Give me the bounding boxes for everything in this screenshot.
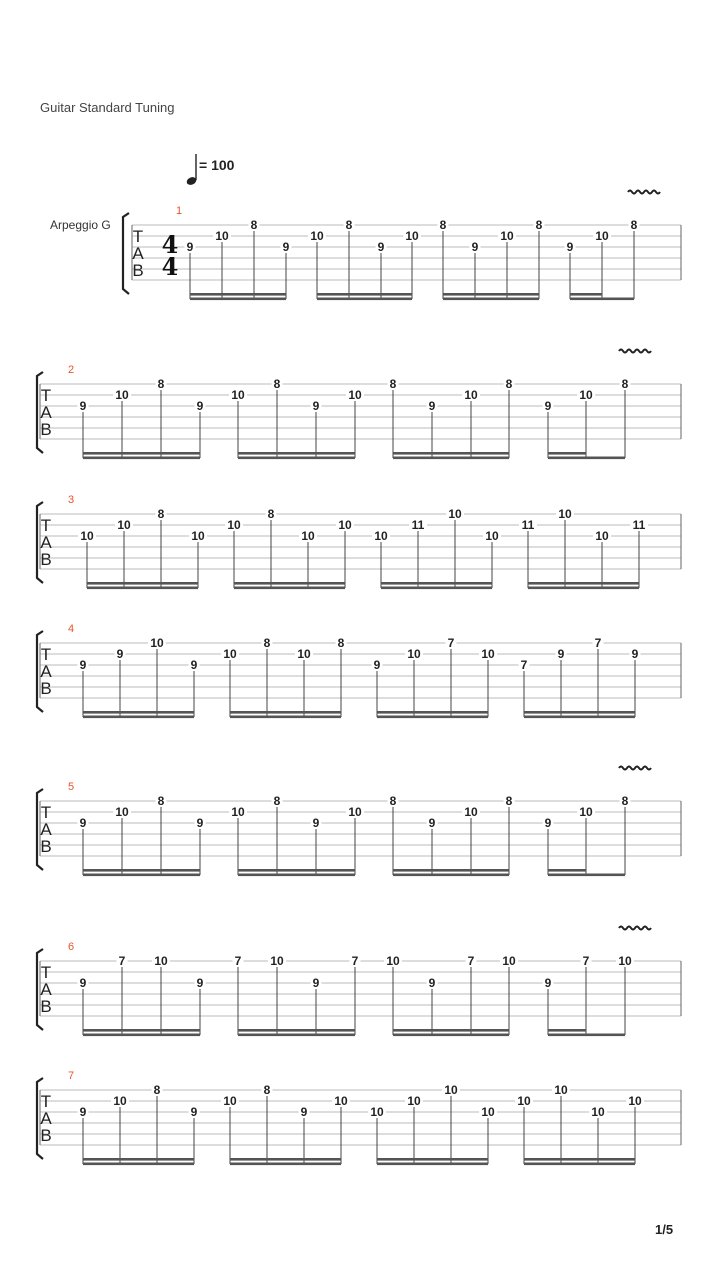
- beam-secondary: [393, 869, 509, 872]
- fret-number: 9: [300, 1105, 308, 1119]
- beam-secondary: [83, 452, 200, 455]
- fret-number: 9: [190, 658, 198, 672]
- vibrato-mark: [619, 927, 651, 930]
- fret-number: 8: [630, 218, 638, 232]
- beam-secondary: [377, 1158, 488, 1161]
- beam-primary: [602, 298, 634, 301]
- fret-number: 10: [407, 647, 421, 661]
- beam-secondary: [230, 711, 341, 714]
- fret-number: 10: [154, 954, 168, 968]
- fret-number: 8: [389, 794, 397, 808]
- fret-number: 10: [618, 954, 632, 968]
- fret-number: 8: [621, 377, 629, 391]
- time-signature-top: 4: [161, 230, 179, 259]
- fret-number: 10: [407, 1094, 421, 1108]
- fret-number: 11: [632, 518, 646, 532]
- beam-primary: [524, 1163, 635, 1166]
- fret-number: 9: [428, 816, 436, 830]
- beam-primary: [570, 298, 602, 301]
- measure-number: 3: [68, 494, 75, 506]
- beam-primary: [586, 457, 625, 460]
- fret-number: 11: [521, 518, 535, 532]
- tab-clef-letter: B: [40, 679, 52, 698]
- beam-secondary: [83, 1158, 194, 1161]
- beam-primary: [377, 1163, 488, 1166]
- tab-clef-letter: B: [40, 550, 52, 569]
- vibrato-mark: [628, 191, 660, 194]
- fret-number: 9: [282, 240, 290, 254]
- tab-clef-letter: T: [40, 645, 52, 664]
- beam-secondary: [317, 293, 412, 296]
- fret-number: 10: [481, 1105, 495, 1119]
- beam-secondary: [528, 582, 639, 585]
- tab-clef-letter: A: [40, 662, 52, 681]
- fret-number: 9: [196, 816, 204, 830]
- fret-number: 9: [312, 976, 320, 990]
- beam-primary: [190, 298, 286, 301]
- fret-number: 10: [444, 1083, 458, 1097]
- fret-number: 10: [464, 388, 478, 402]
- beam-primary: [317, 298, 412, 301]
- beam-secondary: [238, 1029, 355, 1032]
- tab-clef-letter: T: [40, 963, 52, 982]
- beam-secondary: [524, 1158, 635, 1161]
- beam-primary: [83, 1163, 194, 1166]
- fret-number: 9: [471, 240, 479, 254]
- fret-number: 10: [348, 805, 362, 819]
- fret-number: 8: [273, 794, 281, 808]
- vibrato-mark: [619, 350, 651, 353]
- fret-number: 10: [115, 388, 129, 402]
- fret-number: 8: [153, 1083, 161, 1097]
- fret-number: 7: [520, 658, 528, 672]
- fret-number: 8: [157, 377, 165, 391]
- fret-number: 10: [231, 805, 245, 819]
- beam-primary: [548, 874, 586, 877]
- fret-number: 10: [191, 529, 205, 543]
- fret-number: 9: [79, 399, 87, 413]
- beam-secondary: [524, 711, 635, 714]
- beam-secondary: [443, 293, 539, 296]
- beam-primary: [393, 874, 509, 877]
- measure-number: 6: [68, 941, 75, 953]
- tab-clef-letter: A: [40, 980, 52, 999]
- tab-clef-letter: A: [40, 1109, 52, 1128]
- beam-secondary: [234, 582, 345, 585]
- fret-number: 10: [115, 805, 129, 819]
- fret-number: 10: [405, 229, 419, 243]
- fret-number: 10: [338, 518, 352, 532]
- beam-primary: [548, 457, 586, 460]
- fret-number: 9: [190, 1105, 198, 1119]
- beam-secondary: [238, 869, 355, 872]
- tempo-marking: = 100: [199, 157, 235, 173]
- fret-number: 7: [447, 636, 455, 650]
- beam-primary: [528, 587, 639, 590]
- page-number: 1/5: [655, 1222, 674, 1237]
- beam-secondary: [377, 711, 488, 714]
- fret-number: 10: [297, 647, 311, 661]
- fret-number: 8: [157, 794, 165, 808]
- beam-secondary: [548, 869, 586, 872]
- fret-number: 10: [595, 529, 609, 543]
- beam-primary: [586, 874, 625, 877]
- fret-number: 8: [250, 218, 258, 232]
- fret-number: 10: [150, 636, 164, 650]
- tab-clef-letter: T: [40, 1092, 52, 1111]
- fret-number: 10: [517, 1094, 531, 1108]
- fret-number: 10: [591, 1105, 605, 1119]
- measure-number: 7: [68, 1070, 75, 1082]
- fret-number: 10: [386, 954, 400, 968]
- fret-number: 10: [231, 388, 245, 402]
- fret-number: 9: [557, 647, 565, 661]
- fret-number: 9: [79, 658, 87, 672]
- fret-number: 10: [270, 954, 284, 968]
- fret-number: 7: [582, 954, 590, 968]
- beam-primary: [548, 1034, 586, 1037]
- beam-primary: [524, 716, 635, 719]
- track-name: Arpeggio G: [50, 218, 111, 232]
- tab-clef-letter: B: [40, 837, 52, 856]
- fret-number: 7: [118, 954, 126, 968]
- fret-number: 8: [345, 218, 353, 232]
- fret-number: 8: [505, 377, 513, 391]
- tab-clef-letter: A: [40, 820, 52, 839]
- fret-number: 9: [79, 1105, 87, 1119]
- fret-number: 10: [348, 388, 362, 402]
- fret-number: 10: [301, 529, 315, 543]
- fret-number: 10: [558, 507, 572, 521]
- fret-number: 9: [377, 240, 385, 254]
- fret-number: 8: [439, 218, 447, 232]
- beam-primary: [230, 1163, 341, 1166]
- beam-secondary: [548, 452, 586, 455]
- fret-number: 9: [373, 658, 381, 672]
- fret-number: 8: [263, 1083, 271, 1097]
- fret-number: 10: [227, 518, 241, 532]
- beam-primary: [377, 716, 488, 719]
- fret-number: 8: [337, 636, 345, 650]
- time-signature-bottom: 4: [161, 252, 179, 281]
- fret-number: 7: [351, 954, 359, 968]
- measure-number: 1: [176, 205, 183, 217]
- beam-primary: [83, 1034, 200, 1037]
- beam-primary: [443, 298, 539, 301]
- beam-secondary: [570, 293, 602, 296]
- fret-number: 10: [481, 647, 495, 661]
- beam-secondary: [393, 1029, 509, 1032]
- fret-number: 10: [448, 507, 462, 521]
- fret-number: 10: [113, 1094, 127, 1108]
- beam-primary: [238, 1034, 355, 1037]
- beam-primary: [83, 457, 200, 460]
- beam-primary: [586, 1034, 625, 1037]
- fret-number: 8: [621, 794, 629, 808]
- fret-number: 9: [544, 816, 552, 830]
- fret-number: 7: [594, 636, 602, 650]
- tab-clef-letter: B: [40, 420, 52, 439]
- fret-number: 9: [79, 816, 87, 830]
- fret-number: 10: [310, 229, 324, 243]
- beam-primary: [234, 587, 345, 590]
- fret-number: 9: [196, 399, 204, 413]
- fret-number: 10: [500, 229, 514, 243]
- beam-primary: [381, 587, 492, 590]
- fret-number: 8: [263, 636, 271, 650]
- tab-clef-letter: T: [40, 516, 52, 535]
- fret-number: 10: [502, 954, 516, 968]
- beam-secondary: [83, 1029, 200, 1032]
- fret-number: 10: [554, 1083, 568, 1097]
- tuning-label: Guitar Standard Tuning: [40, 100, 175, 115]
- fret-number: 9: [566, 240, 574, 254]
- beam-secondary: [83, 711, 194, 714]
- fret-number: 10: [579, 388, 593, 402]
- beam-secondary: [393, 452, 509, 455]
- fret-number: 10: [579, 805, 593, 819]
- fret-number: 11: [411, 518, 425, 532]
- fret-number: 7: [234, 954, 242, 968]
- fret-number: 10: [223, 647, 237, 661]
- fret-number: 10: [334, 1094, 348, 1108]
- beam-secondary: [381, 582, 492, 585]
- beam-secondary: [83, 869, 200, 872]
- fret-number: 9: [544, 399, 552, 413]
- tab-clef-letter: A: [132, 244, 144, 263]
- beam-primary: [393, 1034, 509, 1037]
- measure-number: 2: [68, 364, 75, 376]
- tab-clef-letter: B: [132, 261, 144, 280]
- beam-primary: [238, 874, 355, 877]
- measure-number: 5: [68, 781, 75, 793]
- tab-clef-letter: A: [40, 533, 52, 552]
- fret-number: 10: [370, 1105, 384, 1119]
- fret-number: 10: [628, 1094, 642, 1108]
- fret-number: 9: [196, 976, 204, 990]
- fret-number: 9: [631, 647, 639, 661]
- tab-clef-letter: A: [40, 403, 52, 422]
- fret-number: 10: [464, 805, 478, 819]
- fret-number: 9: [544, 976, 552, 990]
- fret-number: 8: [273, 377, 281, 391]
- fret-number: 9: [312, 399, 320, 413]
- fret-number: 10: [223, 1094, 237, 1108]
- beam-primary: [238, 457, 355, 460]
- beam-primary: [83, 716, 194, 719]
- system-bracket: [123, 213, 129, 294]
- fret-number: 10: [374, 529, 388, 543]
- beam-primary: [393, 457, 509, 460]
- beam-secondary: [238, 452, 355, 455]
- fret-number: 8: [157, 507, 165, 521]
- fret-number: 8: [535, 218, 543, 232]
- fret-number: 8: [389, 377, 397, 391]
- tab-clef-letter: B: [40, 997, 52, 1016]
- fret-number: 9: [186, 240, 194, 254]
- fret-number: 10: [117, 518, 131, 532]
- tab-clef-letter: B: [40, 1126, 52, 1145]
- beam-primary: [83, 874, 200, 877]
- vibrato-mark: [619, 767, 651, 770]
- tab-clef-letter: T: [132, 227, 144, 246]
- tab-clef-letter: T: [40, 386, 52, 405]
- fret-number: 8: [267, 507, 275, 521]
- measure-number: 4: [68, 623, 75, 635]
- fret-number: 10: [80, 529, 94, 543]
- fret-number: 7: [467, 954, 475, 968]
- beam-secondary: [87, 582, 198, 585]
- fret-number: 9: [79, 976, 87, 990]
- fret-number: 8: [505, 794, 513, 808]
- fret-number: 9: [116, 647, 124, 661]
- tab-clef-letter: T: [40, 803, 52, 822]
- fret-number: 10: [215, 229, 229, 243]
- beam-secondary: [190, 293, 286, 296]
- beam-secondary: [548, 1029, 586, 1032]
- fret-number: 10: [485, 529, 499, 543]
- beam-secondary: [230, 1158, 341, 1161]
- fret-number: 9: [312, 816, 320, 830]
- beam-primary: [230, 716, 341, 719]
- fret-number: 9: [428, 976, 436, 990]
- fret-number: 9: [428, 399, 436, 413]
- beam-primary: [87, 587, 198, 590]
- fret-number: 10: [595, 229, 609, 243]
